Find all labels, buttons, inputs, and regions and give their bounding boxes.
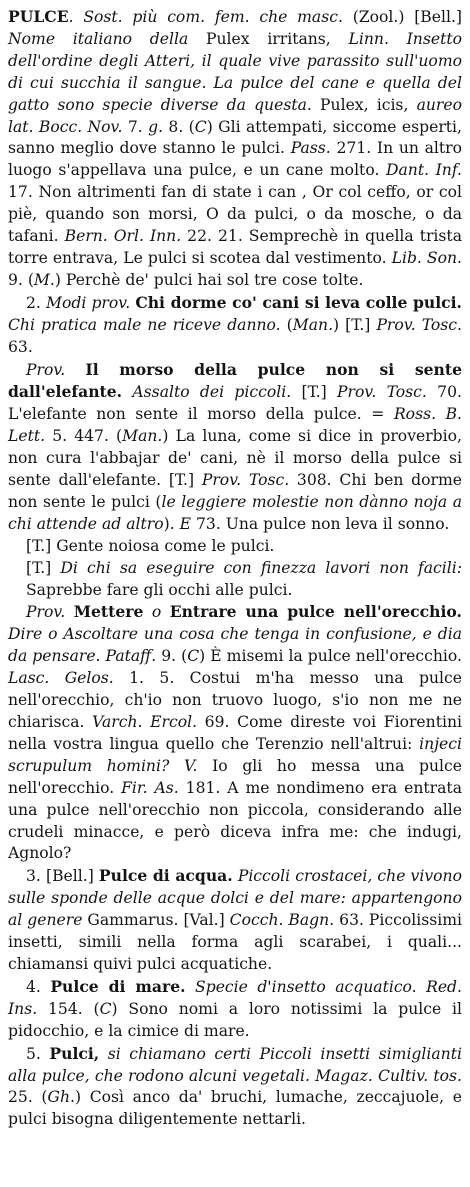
entry-paragraph — [8, 1043, 462, 1132]
entry-paragraph — [8, 865, 462, 976]
italic-text: Prov. Tosc. — [201, 471, 290, 490]
text-run: [T.] — [291, 383, 338, 402]
text-run: 181. A me nondimeno era entrata una pulce nell'orecchio non piccola, considerando alle crudeli minacce, e però diceva infra me: che indugi, Agnolo? — [8, 778, 462, 863]
italic-text: Specie d'insetto acquatico. Red. Ins. — [8, 977, 462, 1018]
text-run: 1. 5. Costui m'ha messo una pulce nell'orecchio, ch'io non truovo luogo, s'io non me ne chiarisca. — [8, 669, 462, 731]
italic-text: Ross. B. Lett. — [8, 405, 463, 446]
text-run: Saprebbe fare gli occhi alle pulci. — [26, 580, 293, 599]
italic-text: Bern. Orl. Inn. — [64, 227, 182, 246]
bold-term: Pulce di mare. — [50, 976, 186, 996]
text-run: [T.] Gente noiosa come le pulci. — [26, 536, 275, 555]
text-run: 3. [Bell.] — [26, 867, 99, 886]
entry-paragraph — [8, 292, 462, 359]
italic-text: C — [194, 117, 207, 136]
italic-text: Prov. — [26, 360, 66, 379]
bold-term: Entrare una pulce nell'orecchio. — [169, 602, 462, 622]
text-run: 271. In un altro luogo s'appellava una pulce, e un cane molto. — [8, 139, 462, 180]
entry-paragraph — [8, 976, 462, 1043]
entry-paragraph — [8, 558, 462, 602]
entry-paragraph — [8, 536, 462, 558]
italic-text: Linn. Insetto dell'ordine degli Atteri, il quale vive parassito sull'uomo di cui succhia il sangue. La pulce del cane e quella del gatto sono specie diverse da questa. — [8, 29, 462, 114]
text-run — [122, 383, 132, 401]
italic-text: Chi pratica male ne riceve danno. — [8, 315, 281, 334]
text-run: ) Perchè de' pulci hai sol tre cose tolte. — [54, 270, 364, 289]
entry-paragraph — [8, 359, 462, 536]
text-run: 5. 447. ( — [45, 427, 123, 446]
text-run: 8. ( — [163, 117, 195, 136]
text-run: 154. ( — [37, 999, 100, 1018]
italic-text: Pass. — [290, 139, 331, 158]
text-run: [T.] — [26, 558, 61, 577]
text-run: ) La luna, come si dice in proverbio, non cura l'abbajar de' cani, nè il morso della pulce si sente dall'elefante. [T.] — [8, 427, 462, 490]
italic-text: Prov. Tosc. — [337, 383, 427, 402]
text-run: 17. Non altrimenti fan di state i can , Or col ceffo, or col piè, quando son morsi, O da pulci, o da mosche, o da tafani. — [8, 183, 462, 246]
text-run: 63. — [8, 337, 33, 356]
entry-paragraph — [8, 6, 462, 292]
bold-term: Mettere — [73, 602, 144, 622]
text-run: 308. Chi ben dorme non sente le pulci ( — [8, 471, 463, 511]
italic-text: injeci scrupulum homini? V. — [8, 734, 462, 775]
text-run — [99, 1045, 108, 1063]
italic-text: Assalto dei piccoli. — [132, 383, 292, 402]
text-run: 9. ( — [8, 270, 34, 289]
italic-text: Fir. As. — [121, 778, 179, 797]
italic-text: le leggiere molestie non dànno noja a chi attende ad altro — [8, 492, 463, 533]
text-run: 25. ( — [8, 1088, 48, 1107]
bold-term: Pulce di acqua. — [98, 866, 233, 886]
italic-text: o — [143, 603, 170, 622]
text-run: . — [68, 8, 84, 26]
italic-text: Prov. Tosc. — [376, 315, 462, 334]
italic-text: g. — [148, 117, 164, 136]
text-run: ( — [280, 315, 293, 334]
text-run: 69. Come direste voi Fiorentini nella vostra lingua quello che Terenzio nell'altrui: — [8, 713, 462, 753]
italic-text: Prov. — [26, 603, 66, 622]
text-run — [186, 978, 195, 996]
text-run: 70. L'elefante non sente il morso della pulce. = — [8, 383, 462, 424]
italic-text: Gh. — [47, 1088, 75, 1107]
text-run: ) Gli attempati, siccome esperti, sanno meglio dove stanno le pulci. — [8, 117, 462, 158]
dictionary-entry — [8, 6, 462, 1131]
bold-term: Il morso della pulce non si sente dall'elefante. — [8, 359, 462, 402]
text-run: 4. — [26, 977, 51, 996]
italic-text: M. — [33, 270, 55, 289]
italic-text: Man. — [292, 315, 334, 334]
bold-term: Chi dorme co' cani si leva colle pulci. — [135, 292, 462, 312]
text-run: Pulex, icis, — [311, 95, 417, 114]
italic-text: Varch. Ercol. — [92, 713, 198, 731]
italic-text: E — [179, 514, 192, 533]
text-run: (Zool.) [Bell.] — [342, 8, 462, 26]
italic-text: si chiamano certi Piccoli insetti simiglianti alla pulce, che rodono alcuni vegetali. Magaz. Cultiv. tos. — [8, 1044, 462, 1085]
text-run: ). — [163, 514, 180, 533]
italic-text: Lib. Son. — [391, 248, 462, 267]
text-run — [65, 603, 73, 621]
italic-text: C — [187, 647, 200, 666]
text-run: 2. — [26, 293, 46, 312]
text-run: Gammarus. [Val.] — [82, 911, 230, 930]
italic-text: Dire o Ascoltare una cosa che tenga in confusione, e dia da pensare. Pataff. — [8, 625, 462, 666]
text-run: 22. 21. Semprechè in quella trista torre entrava, Le pulci si scotea dal vestimento. — [8, 227, 462, 267]
text-run: 7. — [122, 117, 149, 136]
italic-text: Cocch. Bagn. — [229, 911, 335, 930]
italic-text: Nome italiano della — [8, 29, 189, 48]
text-run: 63. Piccolissimi insetti, simili nella forma agli scarabei, i quali... chiamansi quivi pulci acquatiche. — [8, 911, 462, 973]
text-run: ) Sono nomi a loro notissimi la pulce il pidocchio, e la cimice di mare. — [8, 999, 462, 1040]
text-run — [65, 361, 85, 379]
text-run: 9. ( — [156, 647, 188, 666]
italic-text: aureo lat. Bocc. Nov. — [8, 95, 463, 136]
italic-text: Sost. più com. fem. che masc. — [83, 8, 343, 26]
italic-text: Modi prov. — [46, 293, 131, 312]
entry-paragraph — [8, 601, 462, 865]
bold-term: PULCE — [8, 7, 69, 26]
text-run: Io gli ho messa una pulce nell'orecchio. — [8, 756, 462, 797]
text-run: ) È misemi la pulce nell'orecchio. — [199, 647, 462, 666]
text-run: 5. — [26, 1044, 50, 1063]
text-run: Pulex irritans, — [188, 29, 349, 48]
italic-text: Lasc. Gelos. — [8, 669, 114, 688]
italic-text: Man. — [122, 427, 163, 446]
italic-text: C — [99, 999, 112, 1018]
italic-text: Di chi sa eseguire con finezza lavori non facili: — [60, 558, 462, 577]
italic-text: Dant. Inf. — [385, 161, 463, 180]
text-run: ) Così anco da' bruchi, lumache, zeccajuole, e pulci bisogna diligentemente nettarli. — [8, 1088, 462, 1129]
text-run: 73. Una pulce non leva il sonno. — [191, 514, 450, 533]
bold-term: Pulci, — [49, 1043, 100, 1063]
text-run: ) [T.] — [333, 315, 377, 334]
italic-text: Piccoli crostacei, che vivono sulle sponde delle acque dolci e del mare: appartengono al genere — [8, 867, 462, 930]
